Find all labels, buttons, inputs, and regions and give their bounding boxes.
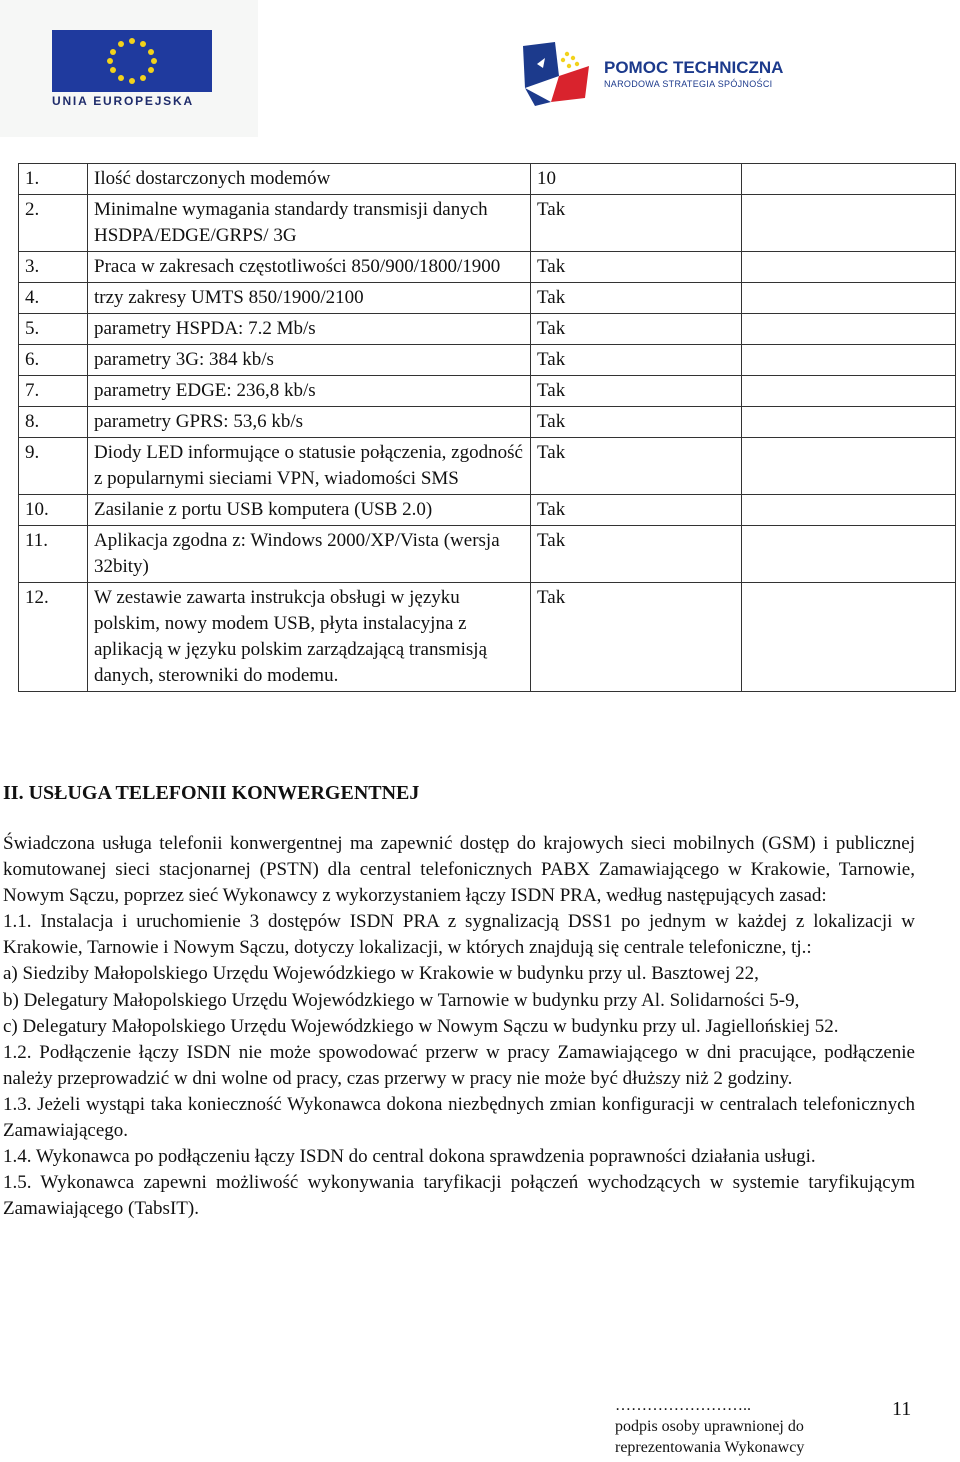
row-number: 1. xyxy=(19,164,88,195)
row-empty-cell xyxy=(742,283,956,314)
table-row xyxy=(19,495,956,526)
pomoc-techniczna-subtitle: NARODOWA STRATEGIA SPÓJNOŚCI xyxy=(604,79,773,89)
row-number: 9. xyxy=(19,438,88,495)
pomoc-techniczna-logo-icon xyxy=(515,36,595,108)
signature-block xyxy=(615,1395,875,1458)
section-paragraph: c) Delegatury Małopolskiego Urzędu Wojewódzkiego w Nowym Sączu w budynku przy ul. Jagiellońskiej 52. xyxy=(3,1015,839,1037)
row-empty-cell xyxy=(742,526,956,583)
row-value: Tak xyxy=(531,283,742,314)
row-description: Praca w zakresach częstotliwości 850/900/1800/1900 xyxy=(88,252,531,283)
page-number: 11 xyxy=(892,1398,912,1420)
row-empty-cell xyxy=(742,407,956,438)
row-value: Tak xyxy=(531,495,742,526)
table-row xyxy=(19,407,956,438)
section-paragraph: 1.4. Wykonawca po podłączeniu łączy ISDN do central dokona sprawdzenia poprawności działania usługi. xyxy=(3,1146,816,1168)
eu-label: UNIA EUROPEJSKA xyxy=(52,94,194,108)
row-value: Tak xyxy=(531,314,742,345)
row-description: Diody LED informujące o statusie połączenia, zgodność z popularnymi sieciami VPN, wiadomości SMS xyxy=(88,438,531,495)
table-row xyxy=(19,283,956,314)
row-description: Ilość dostarczonych modemów xyxy=(88,164,531,195)
row-empty-cell xyxy=(742,376,956,407)
section-paragraph: a) Siedziby Małopolskiego Urzędu Wojewódzkiego w Krakowie w budynku przy ul. Basztowej 22, xyxy=(3,963,759,985)
row-number: 12. xyxy=(19,583,88,692)
row-description: Zasilanie z portu USB komputera (USB 2.0) xyxy=(88,495,531,526)
section-title: II. USŁUGA TELEFONII KONWERGENTNEJ xyxy=(3,782,420,804)
table-row xyxy=(19,195,956,252)
row-number: 4. xyxy=(19,283,88,314)
row-empty-cell xyxy=(742,314,956,345)
row-empty-cell xyxy=(742,195,956,252)
row-number: 11. xyxy=(19,526,88,583)
row-description: parametry EDGE: 236,8 kb/s xyxy=(88,376,531,407)
row-description: Minimalne wymagania standardy transmisji danych HSDPA/EDGE/GRPS/ 3G xyxy=(88,195,531,252)
row-number: 8. xyxy=(19,407,88,438)
row-description: W zestawie zawarta instrukcja obsługi w języku polskim, nowy modem USB, płyta instalacyjna z aplikacją w języku polskim zarządzającą transmisją danych, sterowniki do modemu. xyxy=(88,583,531,692)
table-row xyxy=(19,164,956,195)
table-row xyxy=(19,314,956,345)
row-value: Tak xyxy=(531,345,742,376)
section-paragraph: 1.2. Podłączenie łączy ISDN nie może spowodować przerw w pracy Zamawiającego w dni pracujące, podłączenie należy przeprowadzić w dni wolne od pracy, czas przerwy w pracy nie może być dłuższy niż 2 godziny. xyxy=(3,1041,915,1089)
row-number: 10. xyxy=(19,495,88,526)
table-row xyxy=(19,252,956,283)
section-paragraph: 1.3. Jeżeli wystąpi taka konieczność Wykonawca dokona niezbędnych zmian konfiguracji w centralach telefonicznych Zamawiającego. xyxy=(3,1093,915,1142)
signature-label-line1: podpis osoby uprawnionej do xyxy=(615,1418,804,1435)
row-description: parametry HSPDA: 7.2 Mb/s xyxy=(88,314,531,345)
row-value: Tak xyxy=(531,407,742,438)
eu-flag-icon xyxy=(52,30,212,92)
section-paragraph: 1.1. Instalacja i uruchomienie 3 dostępów ISDN PRA z sygnalizacją DSS1 po jednym w każdej z lokalizacji w Krakowie, Tarnowie i Nowym Sączu, dotyczy lokalizacji, w których znajdują się centrale telefoniczne, tj.: xyxy=(3,911,915,959)
table-row xyxy=(19,438,956,495)
section-paragraph: 1.5. Wykonawca zapewni możliwość wykonywania taryfikacji połączeń wychodzących w systemie taryfikującym Zamawiającego (TabsIT). xyxy=(3,1172,915,1220)
signature-dots: …………………….. xyxy=(615,1397,751,1414)
row-empty-cell xyxy=(742,252,956,283)
row-number: 2. xyxy=(19,195,88,252)
row-description: Aplikacja zgodna z: Windows 2000/XP/Vista (wersja 32bity) xyxy=(88,526,531,583)
specification-table xyxy=(18,163,956,692)
table-row xyxy=(19,345,956,376)
section-paragraph: b) Delegatury Małopolskiego Urzędu Wojewódzkiego w Tarnowie w budynku przy Al. Solidarności 5-9, xyxy=(3,989,800,1011)
row-value: Tak xyxy=(531,195,742,252)
row-number: 3. xyxy=(19,252,88,283)
row-value: Tak xyxy=(531,526,742,583)
row-empty-cell xyxy=(742,438,956,495)
page-header xyxy=(0,0,960,140)
row-description: parametry 3G: 384 kb/s xyxy=(88,345,531,376)
section-paragraph: Świadczona usługa telefonii konwergentnej ma zapewnić dostęp do krajowych sieci mobilnych (GSM) i publicznej komutowanej sieci stacjonarnej (PSTN) dla central telefonicznych PABX Zamawiającego w Krakowie, Tarnowie, Nowym Sączu, poprzez sieć Wykonawcy z wykorzystaniem łączy ISDN PRA, według następujących zasad: xyxy=(3,833,915,907)
eu-logo xyxy=(0,0,258,137)
row-value: Tak xyxy=(531,583,742,692)
table-row xyxy=(19,583,956,692)
row-empty-cell xyxy=(742,583,956,692)
row-number: 5. xyxy=(19,314,88,345)
section-telephony xyxy=(3,782,915,1222)
row-value: Tak xyxy=(531,376,742,407)
row-description: parametry GPRS: 53,6 kb/s xyxy=(88,407,531,438)
row-empty-cell xyxy=(742,495,956,526)
table-row xyxy=(19,526,956,583)
row-value: Tak xyxy=(531,438,742,495)
row-value: Tak xyxy=(531,252,742,283)
row-description: trzy zakresy UMTS 850/1900/2100 xyxy=(88,283,531,314)
pomoc-techniczna-title: POMOC TECHNICZNA xyxy=(604,58,784,77)
table-row xyxy=(19,376,956,407)
row-empty-cell xyxy=(742,345,956,376)
signature-label-line2: reprezentowania Wykonawcy xyxy=(615,1439,805,1456)
row-number: 6. xyxy=(19,345,88,376)
row-empty-cell xyxy=(742,164,956,195)
row-number: 7. xyxy=(19,376,88,407)
row-value: 10 xyxy=(531,164,742,195)
